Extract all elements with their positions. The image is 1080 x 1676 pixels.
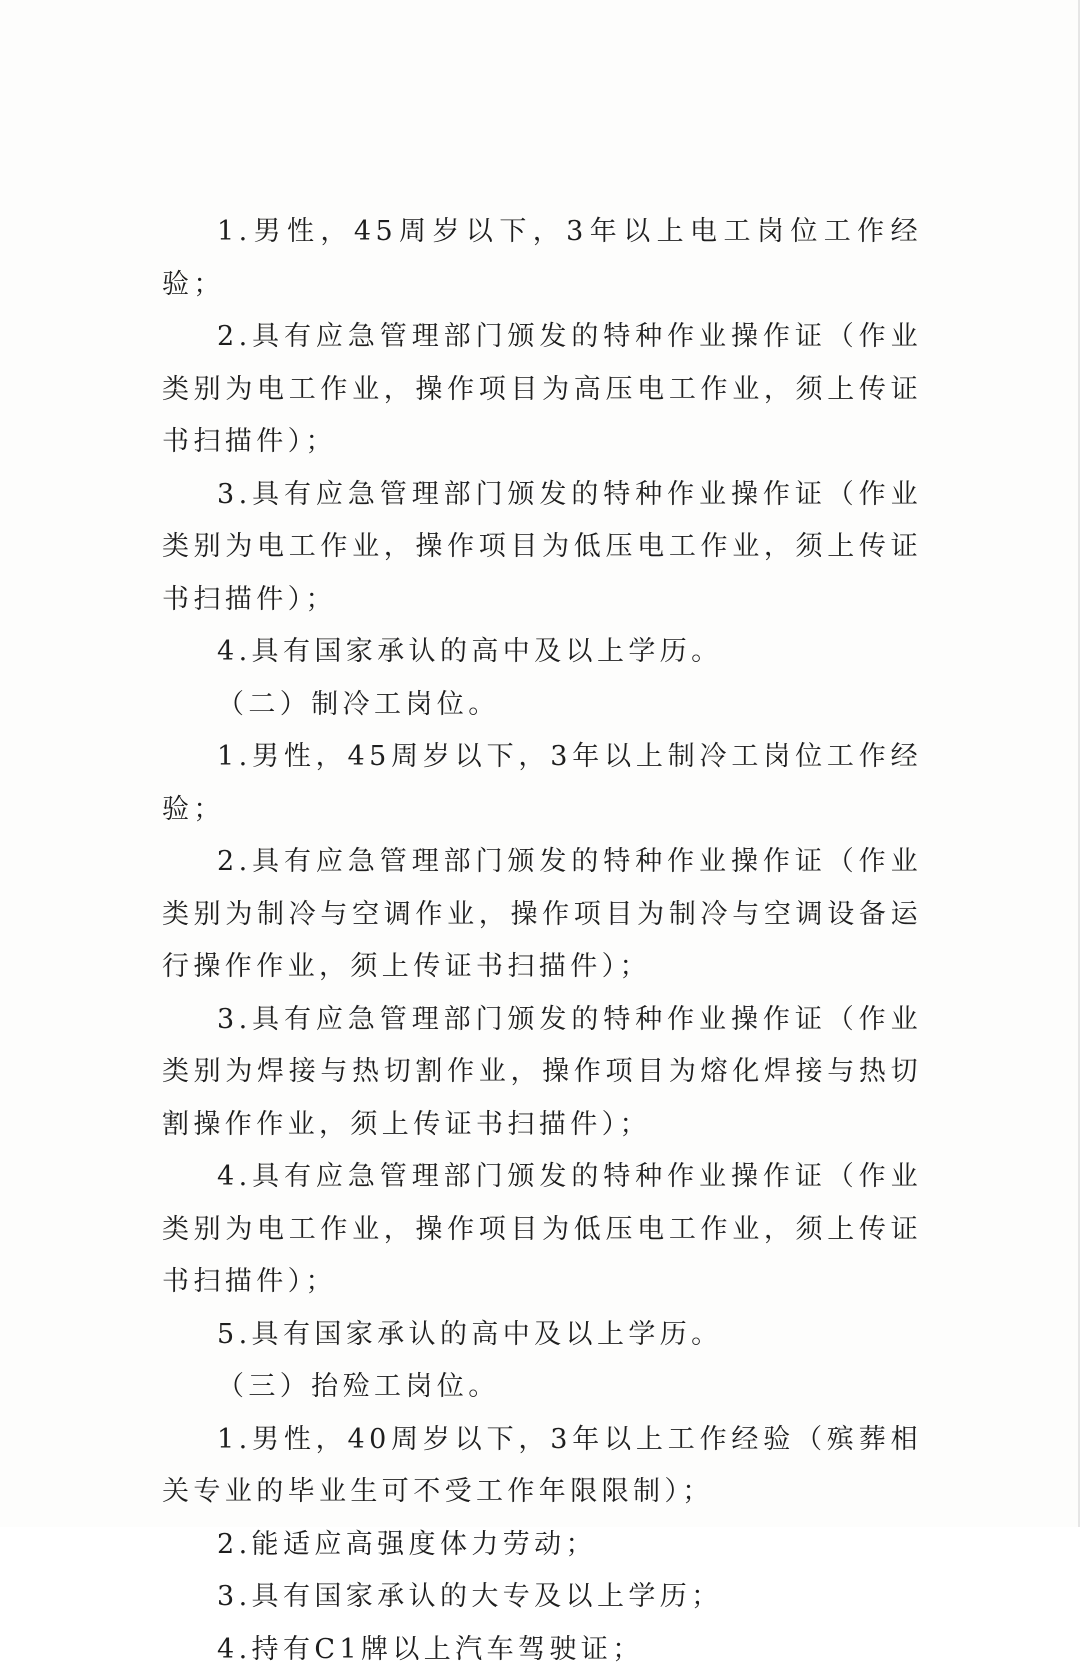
requirement-electrician-2: 2.具有应急管理部门颁发的特种作业操作证（作业类别为电工作业，操作项目为高压电工作业，须上传证书扫描件）； [162,311,922,469]
requirement-pallbearer-4: 4.持有C1牌以上汽车驾驶证； [162,1624,922,1676]
requirement-pallbearer-3: 3.具有国家承认的大专及以上学历； [162,1571,922,1624]
requirement-pallbearer-1: 1.男性，40周岁以下，3年以上工作经验（殡葬相关专业的毕业生可不受工作年限限制）； [162,1414,922,1519]
requirement-electrician-4: 4.具有国家承认的高中及以上学历。 [162,626,922,679]
document-body [162,206,922,1676]
requirement-refrigeration-1: 1.男性，45周岁以下，3年以上制冷工岗位工作经验； [162,731,922,836]
requirement-refrigeration-2: 2.具有应急管理部门颁发的特种作业操作证（作业类别为制冷与空调作业，操作项目为制冷与空调设备运行操作作业，须上传证书扫描件）； [162,836,922,994]
requirement-electrician-3: 3.具有应急管理部门颁发的特种作业操作证（作业类别为电工作业，操作项目为低压电工作业，须上传证书扫描件）； [162,469,922,627]
requirement-refrigeration-4: 4.具有应急管理部门颁发的特种作业操作证（作业类别为电工作业，操作项目为低压电工作业，须上传证书扫描件）； [162,1151,922,1309]
section-heading-pallbearer: （三）抬殓工岗位。 [162,1361,922,1414]
requirement-electrician-1: 1.男性，45周岁以下，3年以上电工岗位工作经验； [162,206,922,311]
section-heading-refrigeration: （二）制冷工岗位。 [162,679,922,732]
requirement-refrigeration-5: 5.具有国家承认的高中及以上学历。 [162,1309,922,1362]
requirement-pallbearer-2: 2.能适应高强度体力劳动； [162,1519,922,1572]
requirement-refrigeration-3: 3.具有应急管理部门颁发的特种作业操作证（作业类别为焊接与热切割作业，操作项目为熔化焊接与热切割操作作业，须上传证书扫描件）； [162,994,922,1152]
